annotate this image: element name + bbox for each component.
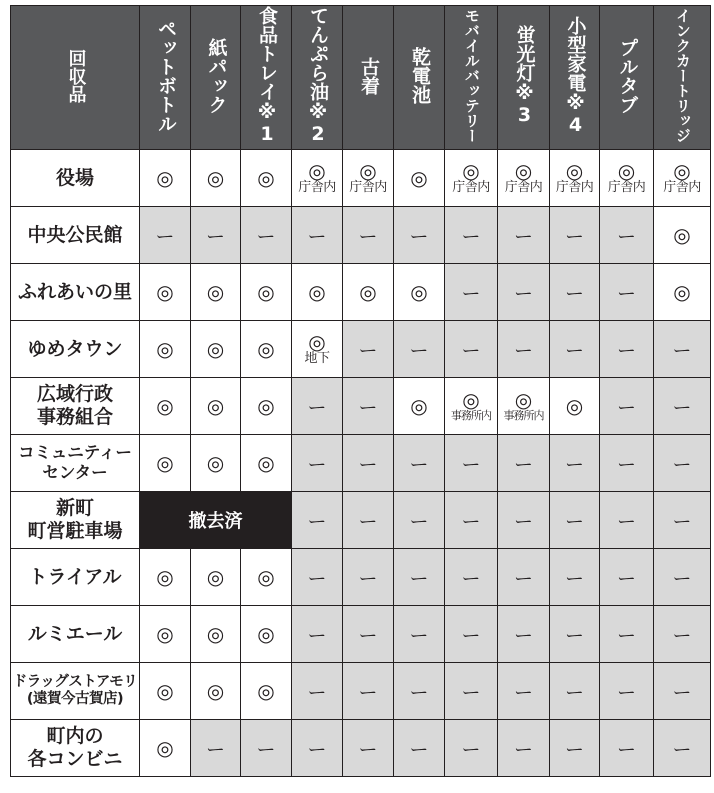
unavailable-cell [600, 663, 654, 720]
dash-mark: ー [461, 738, 481, 761]
dash-mark: ー [564, 453, 584, 476]
dash-mark: ー [616, 567, 636, 590]
available-cell [445, 378, 498, 435]
column-header [600, 6, 654, 150]
table-row [11, 150, 711, 207]
unavailable-cell [394, 207, 445, 264]
column-header [498, 6, 550, 150]
dash-mark: ー [307, 453, 327, 476]
double-circle-mark: ◎ [257, 280, 275, 304]
dash-mark: ー [358, 396, 378, 419]
dash-mark: ー [409, 510, 429, 533]
dash-mark: ー [256, 738, 276, 761]
unavailable-cell [292, 606, 343, 663]
available-cell [140, 321, 191, 378]
dash-mark: ー [672, 738, 692, 761]
dash-mark: ー [564, 624, 584, 647]
unavailable-cell [654, 378, 711, 435]
column-header-label: プルタブ [616, 37, 639, 114]
dash-mark: ー [513, 282, 533, 305]
available-cell [191, 378, 241, 435]
double-circle-mark: ◎ [462, 387, 480, 412]
available-cell [140, 663, 191, 720]
column-header [343, 6, 394, 150]
double-circle-mark: ◎ [257, 679, 275, 703]
double-circle-mark: ◎ [257, 337, 275, 361]
available-cell [550, 378, 600, 435]
column-header-label: 蛍光灯※3 [513, 25, 536, 126]
dash-mark: ー [616, 282, 636, 305]
available-cell [191, 549, 241, 606]
unavailable-cell [654, 549, 711, 606]
unavailable-cell [292, 492, 343, 549]
table-row [11, 378, 711, 435]
location-note: 庁舎内 [607, 179, 646, 195]
column-header-label: てんぷら油※2 [306, 6, 329, 145]
available-cell [241, 150, 292, 207]
available-cell [241, 321, 292, 378]
dash-mark: ー [307, 510, 327, 533]
unavailable-cell [241, 207, 292, 264]
double-circle-mark: ◎ [156, 166, 174, 190]
available-cell [191, 321, 241, 378]
dash-mark: ー [672, 510, 692, 533]
location-note: 庁舎内 [349, 179, 387, 195]
unavailable-cell [654, 720, 711, 777]
unavailable-cell [140, 207, 191, 264]
dash-mark: ー [358, 567, 378, 590]
available-cell [292, 150, 343, 207]
table-row [11, 606, 711, 663]
header-row [11, 6, 711, 150]
unavailable-cell [600, 492, 654, 549]
unavailable-cell [343, 720, 394, 777]
available-cell [343, 264, 394, 321]
dash-mark: ー [564, 282, 584, 305]
dash-mark: ー [461, 282, 481, 305]
unavailable-cell [550, 321, 600, 378]
dash-mark: ー [307, 567, 327, 590]
unavailable-cell [600, 435, 654, 492]
double-circle-mark: ◎ [257, 565, 275, 589]
unavailable-cell [498, 720, 550, 777]
double-circle-mark: ◎ [206, 679, 225, 703]
double-circle-mark: ◎ [156, 280, 174, 304]
unavailable-cell [550, 606, 600, 663]
dash-mark: ー [358, 681, 378, 704]
unavailable-cell [654, 321, 711, 378]
unavailable-cell [445, 321, 498, 378]
dash-mark: ー [616, 681, 636, 704]
dash-mark: ー [409, 225, 429, 248]
unavailable-cell [498, 606, 550, 663]
dash-mark: ー [307, 624, 327, 647]
unavailable-cell [445, 435, 498, 492]
unavailable-cell [600, 321, 654, 378]
location-cell: 中央公民館 [11, 207, 140, 264]
column-header-label: モバイルバッテリー [462, 8, 481, 143]
column-header [191, 6, 241, 150]
unavailable-cell [550, 720, 600, 777]
dash-mark: ー [564, 339, 584, 362]
dash-mark: ー [616, 624, 636, 647]
dash-mark: ー [256, 225, 276, 248]
dash-mark: ー [307, 396, 327, 419]
dash-mark: ー [672, 624, 692, 647]
unavailable-cell [292, 549, 343, 606]
available-cell [140, 720, 191, 777]
double-circle-mark: ◎ [156, 622, 174, 646]
unavailable-cell [445, 606, 498, 663]
dash-mark: ー [616, 396, 636, 419]
double-circle-mark: ◎ [565, 394, 584, 418]
corner-label: 回収品 [65, 48, 87, 103]
dash-mark: ー [672, 453, 692, 476]
unavailable-cell [600, 549, 654, 606]
dash-mark: ー [616, 225, 636, 248]
double-circle-mark: ◎ [673, 223, 691, 247]
column-header-label: 小型家電※4 [564, 15, 587, 136]
unavailable-cell [600, 378, 654, 435]
available-cell [140, 264, 191, 321]
dash-mark: ー [616, 339, 636, 362]
location-cell: 広域行政 事務組合 [11, 378, 140, 435]
double-circle-mark: ◎ [617, 158, 636, 183]
double-circle-mark: ◎ [359, 158, 377, 183]
dash-mark: ー [564, 567, 584, 590]
double-circle-mark: ◎ [206, 337, 225, 361]
available-cell [241, 663, 292, 720]
dash-mark: ー [409, 681, 429, 704]
unavailable-cell [498, 435, 550, 492]
available-cell [191, 606, 241, 663]
double-circle-mark: ◎ [206, 166, 225, 190]
dash-mark: ー [358, 624, 378, 647]
double-circle-mark: ◎ [156, 679, 174, 703]
dash-mark: ー [513, 510, 533, 533]
unavailable-cell [394, 321, 445, 378]
dash-mark: ー [672, 339, 692, 362]
location-cell: ふれあいの里 [11, 264, 140, 321]
dash-mark: ー [358, 738, 378, 761]
available-cell [140, 378, 191, 435]
column-header [394, 6, 445, 150]
dash-mark: ー [672, 567, 692, 590]
column-header [550, 6, 600, 150]
location-note: 庁舎内 [663, 179, 701, 195]
dash-mark: ー [461, 453, 481, 476]
dash-mark: ー [513, 453, 533, 476]
unavailable-cell [343, 549, 394, 606]
dash-mark: ー [616, 453, 636, 476]
dash-mark: ー [461, 567, 481, 590]
available-cell [241, 378, 292, 435]
double-circle-mark: ◎ [206, 565, 225, 589]
table-row [11, 492, 711, 549]
table-row [11, 435, 711, 492]
dash-mark: ー [513, 624, 533, 647]
dash-mark: ー [358, 453, 378, 476]
available-cell [140, 150, 191, 207]
column-header [140, 6, 191, 150]
unavailable-cell [600, 207, 654, 264]
location-note: 地下 [304, 350, 330, 366]
unavailable-cell [292, 378, 343, 435]
double-circle-mark: ◎ [206, 394, 225, 418]
available-cell [394, 378, 445, 435]
unavailable-cell [343, 321, 394, 378]
dash-mark: ー [461, 339, 481, 362]
double-circle-mark: ◎ [359, 280, 377, 304]
double-circle-mark: ◎ [156, 736, 174, 760]
dash-mark: ー [358, 510, 378, 533]
double-circle-mark: ◎ [410, 394, 428, 418]
location-note: 庁舎内 [504, 179, 543, 195]
table-row [11, 207, 711, 264]
column-header [241, 6, 292, 150]
unavailable-cell [600, 720, 654, 777]
column-header-label: インクカートリッジ [673, 8, 692, 143]
double-circle-mark: ◎ [206, 622, 225, 646]
unavailable-cell [550, 663, 600, 720]
dash-mark: ー [616, 738, 636, 761]
dash-mark: ー [358, 225, 378, 248]
unavailable-cell [550, 207, 600, 264]
dash-mark: ー [461, 624, 481, 647]
unavailable-cell [343, 606, 394, 663]
available-cell [498, 150, 550, 207]
table-row [11, 663, 711, 720]
corner-header [11, 6, 140, 150]
double-circle-mark: ◎ [257, 622, 275, 646]
available-cell [140, 435, 191, 492]
unavailable-cell [550, 435, 600, 492]
unavailable-cell [550, 264, 600, 321]
dash-mark: ー [672, 681, 692, 704]
available-cell [550, 150, 600, 207]
available-cell [292, 264, 343, 321]
available-cell [241, 435, 292, 492]
double-circle-mark: ◎ [514, 387, 533, 412]
unavailable-cell [394, 549, 445, 606]
unavailable-cell [654, 435, 711, 492]
unavailable-cell [654, 606, 711, 663]
column-header-label: 古着 [357, 56, 380, 95]
unavailable-cell [498, 663, 550, 720]
available-cell [241, 549, 292, 606]
available-cell [191, 663, 241, 720]
dash-mark: ー [205, 225, 225, 248]
dash-mark: ー [307, 738, 327, 761]
double-circle-mark: ◎ [257, 394, 275, 418]
available-cell [191, 150, 241, 207]
unavailable-cell [445, 549, 498, 606]
available-cell [394, 150, 445, 207]
recycling-collection-table [10, 5, 711, 777]
dash-mark: ー [461, 510, 481, 533]
dash-mark: ー [513, 225, 533, 248]
unavailable-cell [498, 321, 550, 378]
unavailable-cell [292, 720, 343, 777]
location-cell: 役場 [11, 150, 140, 207]
location-cell: ドラッグストアモリ (遠賀今古賀店) [11, 663, 140, 720]
column-header-label: 食品トレイ※1 [255, 6, 278, 145]
double-circle-mark: ◎ [308, 280, 326, 304]
dash-mark: ー [205, 738, 225, 761]
available-cell [654, 150, 711, 207]
dash-mark: ー [307, 225, 327, 248]
location-cell: ゆめタウン [11, 321, 140, 378]
location-cell: 新町 町営駐車場 [11, 492, 140, 549]
unavailable-cell [654, 663, 711, 720]
double-circle-mark: ◎ [308, 329, 326, 354]
double-circle-mark: ◎ [156, 394, 174, 418]
dash-mark: ー [461, 225, 481, 248]
available-cell [654, 264, 711, 321]
double-circle-mark: ◎ [156, 451, 174, 475]
unavailable-cell [394, 492, 445, 549]
dash-mark: ー [409, 624, 429, 647]
dash-mark: ー [564, 225, 584, 248]
unavailable-cell [191, 207, 241, 264]
double-circle-mark: ◎ [410, 166, 428, 190]
dash-mark: ー [513, 339, 533, 362]
double-circle-mark: ◎ [673, 280, 691, 304]
dash-mark: ー [409, 453, 429, 476]
double-circle-mark: ◎ [156, 337, 174, 361]
unavailable-cell [498, 549, 550, 606]
available-cell [140, 549, 191, 606]
double-circle-mark: ◎ [462, 158, 480, 183]
location-cell: ルミエール [11, 606, 140, 663]
double-circle-mark: ◎ [206, 451, 225, 475]
unavailable-cell [394, 663, 445, 720]
unavailable-cell [445, 492, 498, 549]
column-header-label: ペットボトル [154, 18, 177, 133]
column-header-label: 乾電池 [408, 47, 431, 104]
available-cell [600, 150, 654, 207]
available-cell [343, 150, 394, 207]
dash-mark: ー [616, 510, 636, 533]
unavailable-cell [394, 435, 445, 492]
table-row [11, 321, 711, 378]
unavailable-cell [343, 378, 394, 435]
available-cell [445, 150, 498, 207]
unavailable-cell [550, 492, 600, 549]
table-row [11, 549, 711, 606]
column-header [445, 6, 498, 150]
unavailable-cell [343, 663, 394, 720]
dash-mark: ー [564, 510, 584, 533]
double-circle-mark: ◎ [565, 158, 584, 183]
available-cell [140, 606, 191, 663]
location-note: 庁舎内 [452, 179, 490, 195]
unavailable-cell [394, 606, 445, 663]
available-cell [292, 321, 343, 378]
available-cell [241, 606, 292, 663]
location-cell: 町内の 各コンビニ [11, 720, 140, 777]
dash-mark: ー [155, 225, 175, 248]
location-note: 庁舎内 [555, 179, 594, 195]
double-circle-mark: ◎ [514, 158, 533, 183]
unavailable-cell [343, 435, 394, 492]
unavailable-cell [343, 492, 394, 549]
available-cell [191, 435, 241, 492]
unavailable-cell [600, 606, 654, 663]
dash-mark: ー [461, 681, 481, 704]
double-circle-mark: ◎ [410, 280, 428, 304]
location-note: 事務所内 [503, 408, 544, 422]
table-row [11, 264, 711, 321]
unavailable-cell [550, 549, 600, 606]
unavailable-cell [191, 720, 241, 777]
unavailable-cell [445, 720, 498, 777]
double-circle-mark: ◎ [156, 565, 174, 589]
removed-cell: 撤去済 [140, 492, 292, 549]
location-cell: トライアル [11, 549, 140, 606]
unavailable-cell [498, 207, 550, 264]
unavailable-cell [498, 264, 550, 321]
available-cell [394, 264, 445, 321]
double-circle-mark: ◎ [206, 280, 225, 304]
unavailable-cell [445, 207, 498, 264]
unavailable-cell [292, 207, 343, 264]
dash-mark: ー [672, 396, 692, 419]
dash-mark: ー [409, 567, 429, 590]
location-cell: コミュニティー センター [11, 435, 140, 492]
location-note: 庁舎内 [298, 179, 336, 195]
table-body [11, 150, 711, 777]
available-cell [498, 378, 550, 435]
double-circle-mark: ◎ [257, 451, 275, 475]
column-header [654, 6, 711, 150]
unavailable-cell [394, 720, 445, 777]
dash-mark: ー [409, 339, 429, 362]
double-circle-mark: ◎ [673, 158, 691, 183]
unavailable-cell [241, 720, 292, 777]
dash-mark: ー [409, 738, 429, 761]
unavailable-cell [292, 663, 343, 720]
unavailable-cell [445, 663, 498, 720]
dash-mark: ー [564, 681, 584, 704]
table-row [11, 720, 711, 777]
dash-mark: ー [513, 738, 533, 761]
double-circle-mark: ◎ [257, 166, 275, 190]
unavailable-cell [343, 207, 394, 264]
available-cell [241, 264, 292, 321]
column-header-label: 紙パック [205, 37, 228, 114]
unavailable-cell [445, 264, 498, 321]
dash-mark: ー [307, 681, 327, 704]
available-cell [191, 264, 241, 321]
dash-mark: ー [513, 567, 533, 590]
unavailable-cell [498, 492, 550, 549]
location-note: 事務所内 [451, 408, 491, 422]
dash-mark: ー [564, 738, 584, 761]
unavailable-cell [654, 492, 711, 549]
unavailable-cell [292, 435, 343, 492]
double-circle-mark: ◎ [308, 158, 326, 183]
available-cell [654, 207, 711, 264]
column-header [292, 6, 343, 150]
dash-mark: ー [358, 339, 378, 362]
dash-mark: ー [513, 681, 533, 704]
unavailable-cell [600, 264, 654, 321]
